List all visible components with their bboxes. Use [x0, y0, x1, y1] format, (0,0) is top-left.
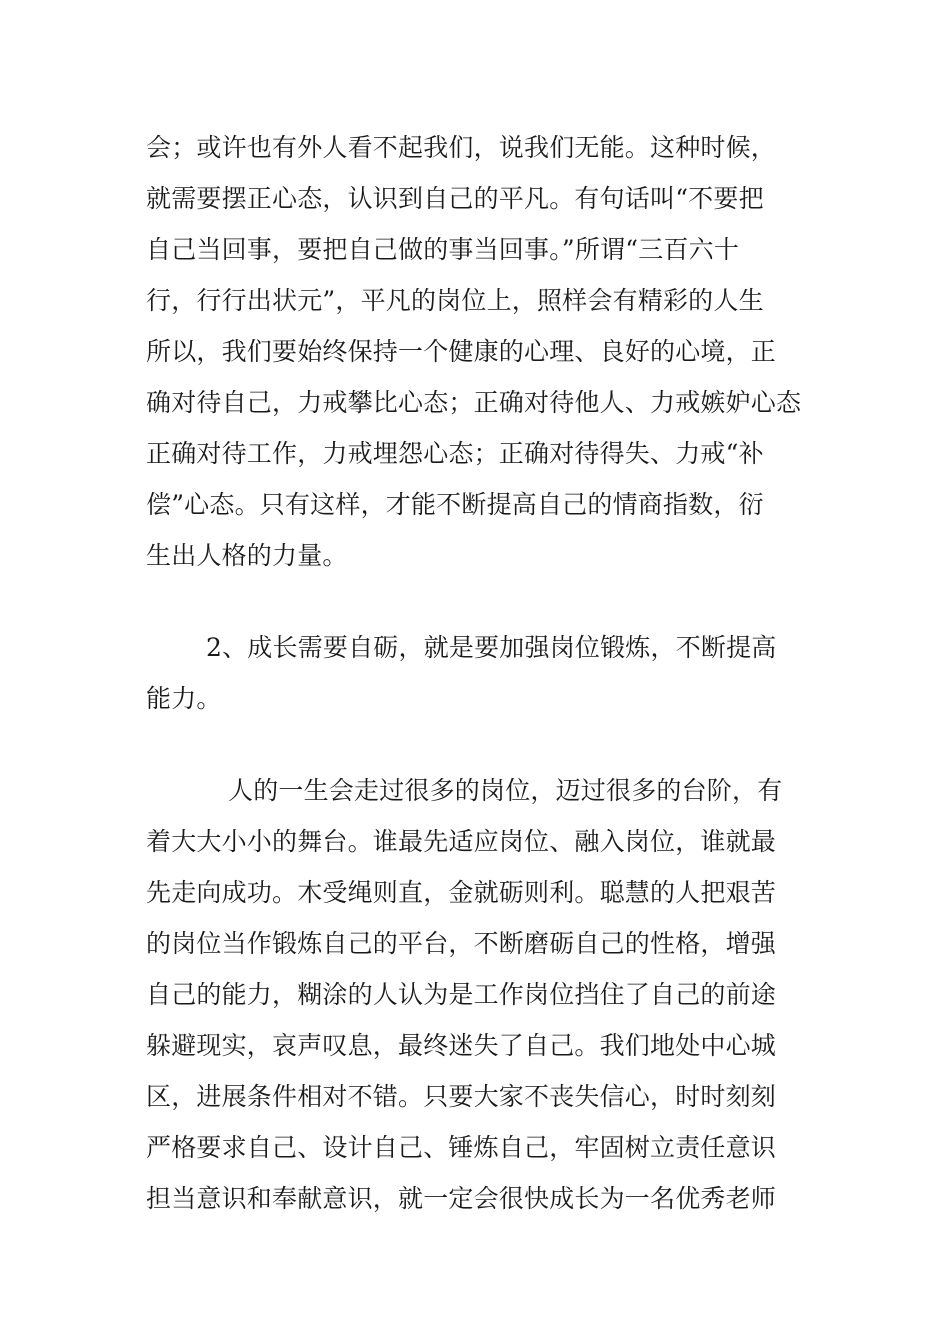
paragraph-2-line: 先走向成功。木受绳则直，金就砺则利。聪慧的人把艰苦: [146, 878, 777, 907]
paragraph-2-line: 躲避现实，哀声叹息，最终迷失了自己。我们地处中心城: [146, 1031, 777, 1060]
paragraph-2-line: 人的一生会走过很多的岗位，迈过很多的台阶，有: [228, 776, 783, 805]
paragraph-2-line: 区，进展条件相对不错。只要大家不丧失信心，时时刻刻: [146, 1082, 777, 1111]
paragraph-1-line: 生出人格的力量。: [146, 541, 348, 570]
paragraph-1-line: 所以，我们要始终保持一个健康的心理、良好的心境，正: [146, 337, 777, 366]
paragraph-2-line: 担当意识和奉献意识，就一定会很快成长为一名优秀老师: [146, 1184, 777, 1213]
paragraph-1-line: 会；或许也有外人看不起我们，说我们无能。这种时候，: [146, 133, 777, 162]
section-heading-line: 2、成长需要自砺，就是要加强岗位锻炼，不断提高: [206, 633, 777, 662]
paragraph-1-line: 正确对待工作，力戒埋怨心态；正确对待得失、力戒“补: [146, 439, 764, 468]
paragraph-1-line: 自己当回事，要把自己做的事当回事。”所谓“三百六十: [146, 235, 740, 264]
paragraph-2-line: 自己的能力，糊涂的人认为是工作岗位挡住了自己的前途: [146, 980, 777, 1009]
paragraph-1-line: 偿”心态。只有这样，才能不断提高自己的情商指数，衍: [146, 490, 764, 519]
paragraph-2-line: 的岗位当作锻炼自己的平台，不断磨砺自己的性格，增强: [146, 929, 777, 958]
paragraph-1-line: 就需要摆正心态，认识到自己的平凡。有句话叫“不要把: [146, 184, 764, 213]
section-heading-line: 能力。: [146, 684, 222, 713]
paragraph-1-line: 行，行行出状元”，平凡的岗位上，照样会有精彩的人生: [146, 286, 764, 315]
paragraph-2-line: 着大大小小的舞台。谁最先适应岗位、融入岗位，谁就最: [146, 827, 777, 856]
paragraph-2-line: 严格要求自己、设计自己、锤炼自己，牢固树立责任意识: [146, 1133, 777, 1162]
paragraph-1-line: 确对待自己，力戒攀比心态；正确对待他人、力戒嫉妒心态: [146, 388, 802, 417]
